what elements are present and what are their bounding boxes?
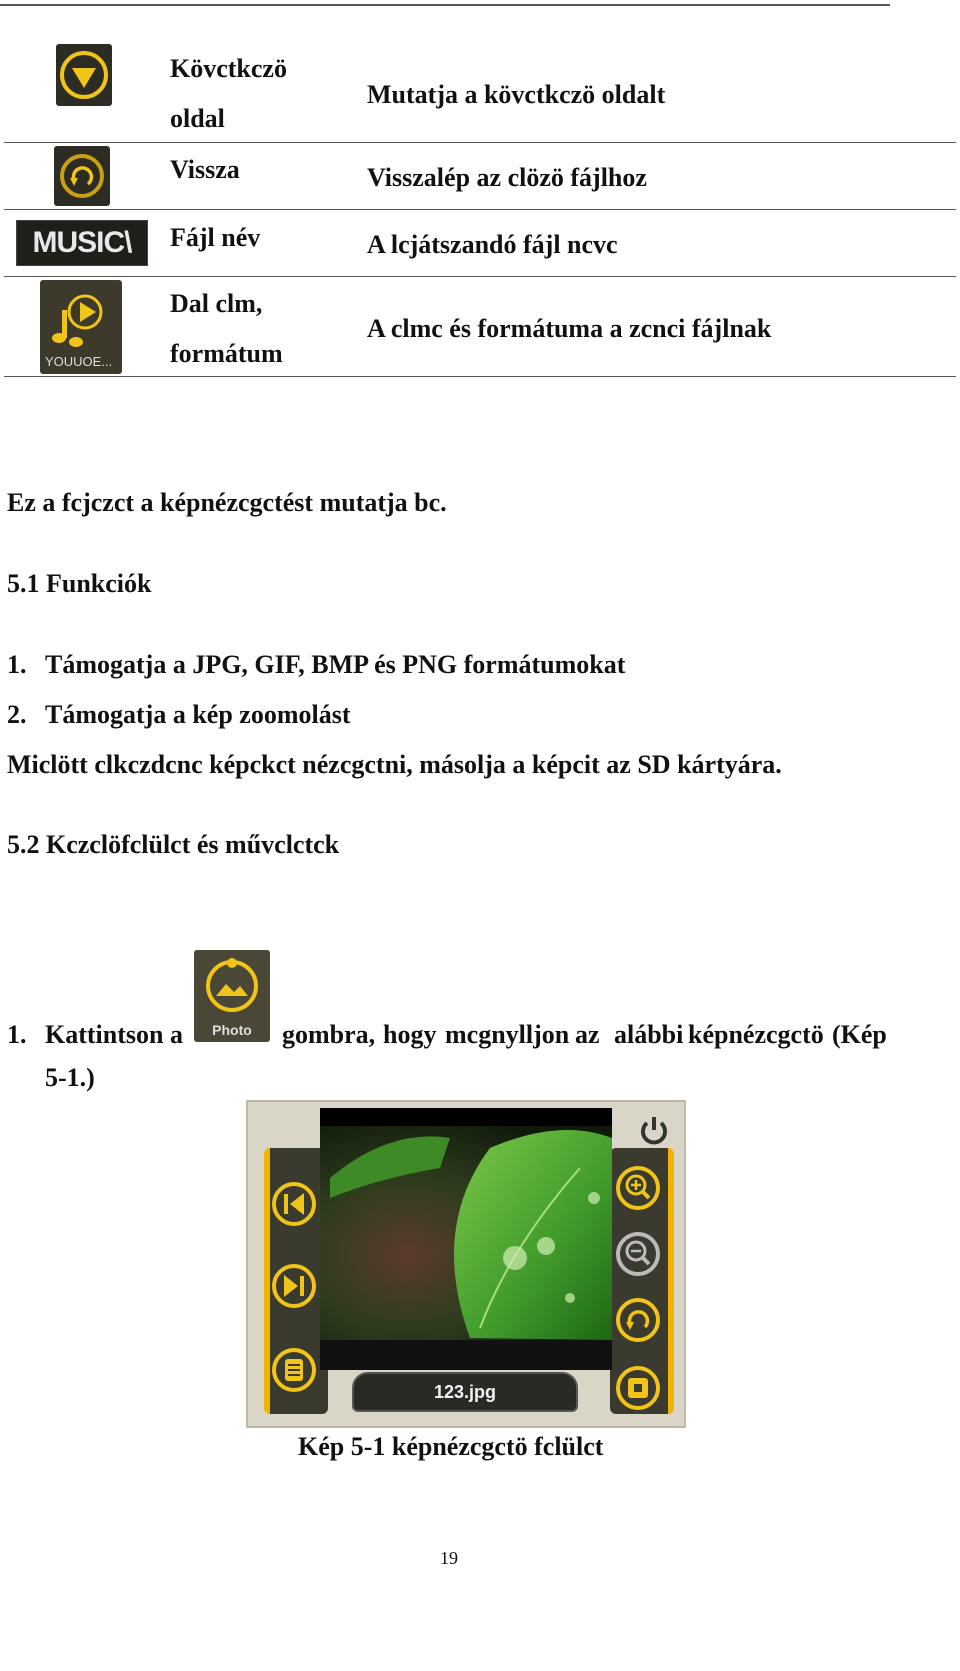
step1-continuation: 5-1.) [45, 1063, 95, 1092]
step1-word: (Kép [832, 1020, 887, 1049]
intro-paragraph: Ez a fcjczct a képnézcgctést mutatja bc. [7, 488, 447, 517]
table-top-rule [0, 4, 890, 6]
step1-word: hogy [383, 1020, 437, 1049]
row1-description: Mutatja a kövctkczö oldalt [367, 80, 666, 109]
next-icon[interactable] [270, 1262, 318, 1310]
list-number-2: 2. [7, 700, 27, 729]
page-number: 19 [440, 1548, 458, 1568]
photo-viewer-screenshot [246, 1100, 686, 1428]
photo-button-icon [194, 950, 270, 1042]
step1-word: a [170, 1020, 183, 1049]
row2-description: Visszalép az clözö fájlhoz [367, 163, 647, 192]
row2-name: Vissza [170, 155, 240, 184]
zoom-in-icon[interactable] [614, 1164, 662, 1212]
filename-text: 123.jpg [433, 1382, 497, 1402]
step1-word: gombra, [282, 1020, 376, 1049]
row4-name-line2: formátum [170, 339, 283, 368]
row4-name-line1: Dal clm, [170, 289, 263, 318]
photo-button-label: Photo [212, 1022, 252, 1038]
step1-word: képnézcgctö [688, 1020, 824, 1049]
row4-description: A clmc és formátuma a zcnci fájlnak [367, 314, 772, 343]
fullscreen-icon[interactable] [614, 1364, 662, 1412]
music-label-icon [16, 220, 148, 266]
list-number-1: 1. [7, 650, 27, 679]
row3-description: A lcjátszandó fájl ncvc [367, 230, 618, 259]
list-icon[interactable] [270, 1346, 318, 1394]
table-bottom-rule [4, 376, 956, 377]
row-divider [4, 209, 956, 210]
list-item-1: Támogatja a JPG, GIF, BMP és PNG formátumokat [45, 650, 626, 679]
step1-word: Kattintson [45, 1020, 164, 1049]
row1-name-line2: oldal [170, 104, 225, 133]
zoom-out-icon[interactable] [614, 1230, 662, 1278]
rotate-icon[interactable] [614, 1296, 662, 1344]
music-label-text: MUSIC\ [32, 226, 132, 259]
down-arrow-circle-icon [56, 44, 112, 106]
music-note-icon [40, 280, 122, 374]
row-divider [4, 276, 956, 277]
list-item-2: Támogatja a kép zoomolást [45, 700, 351, 729]
row1-name-line1: Kövctkczö [170, 54, 287, 83]
photo-display [320, 1108, 612, 1370]
step1-word: mcgnylljon [445, 1020, 570, 1049]
power-button-icon[interactable] [636, 1112, 672, 1148]
step-number-1: 1. [7, 1020, 27, 1049]
filename-bar [352, 1372, 578, 1412]
step1-word: az [575, 1020, 600, 1049]
section-heading-5-2: 5.2 Kczclöfclülct és művclctck [7, 830, 340, 859]
row-divider [4, 142, 956, 143]
step1-word: alábbi [614, 1020, 684, 1049]
previous-icon[interactable] [270, 1180, 318, 1228]
row3-name: Fájl név [170, 223, 261, 252]
note-paragraph: Miclött clkczdcnc képckct nézcgctni, másolja a képcit az SD kártyára. [7, 750, 782, 779]
section-heading-5-1: 5.1 Funkciók [7, 569, 152, 598]
music-note-text: YOUUOE... [45, 354, 113, 369]
figure-caption: Kép 5-1 képnézcgctö fclülct [298, 1432, 604, 1461]
back-circle-icon [54, 146, 110, 206]
